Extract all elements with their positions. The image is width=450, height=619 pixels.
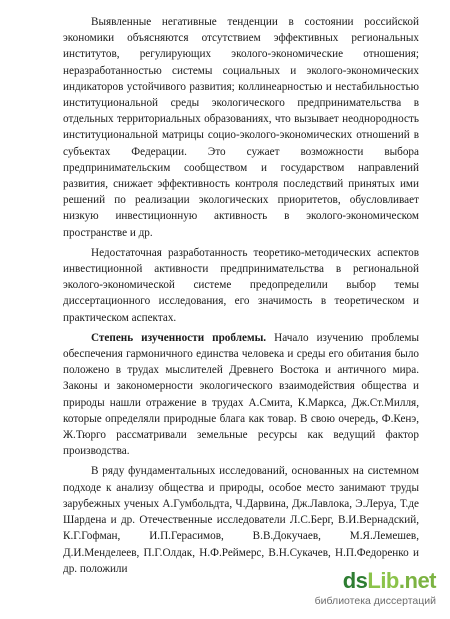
- watermark: [314, 568, 436, 613]
- paragraph-text: Начало изучению проблемы обеспечения гармоничного единства человека и среды его обитания было положено в трудах мыслителей Древнего Востока и античного мира. Законы и закономерности экологического взаимодействия общества и природы нашли отражение в трудах А.Смита, К.Маркса, Дж.Ст.Милля, которые определяли природные блага как товар. В свою очередь, Ф.Кенэ, Ж.Тюрго рассматривали земельные ресурсы как ведущий фактор производства.: [63, 331, 419, 458]
- paragraph-degree-of-study: [63, 330, 419, 460]
- dslib-logo: dsLib.net: [342, 568, 436, 593]
- paragraph-topic-choice: [63, 245, 419, 326]
- paragraph-text: Выявленные негативные тенденции в состоянии российской экономики объясняются отсутствием эффективных региональных институтов, регулирующих эколого-экономические отношения; неразработанностью системы социальных и эколого-экономических индикаторов устойчивого развития; коллинеарностью и нестабильностью институциональной среды экологического предпринимательства в отдельных территориальных образованиях, что вызывает неоднородность институциональной матрицы социо-эколого-экономических отношений в субъектах Федерации. Это сужает возможности выбора предпринимательским сообществом и государством направлений развития, снижает эффективность контроля последствий принятых ими решений по реализации экологических приоритетов, обусловливает низкую инвестиционную активность в эколого-экономическом пространстве и др.: [63, 16, 419, 239]
- paragraph-text: Недостаточная разработанность теоретико-методических аспектов инвестиционной активности предпринимательства в региональной эколого-экономической системе предопределили выбор темы диссертационного исследования, его значимость в теоретическом и практическом аспектах.: [63, 246, 419, 324]
- paragraph-negative-trends: [63, 14, 419, 241]
- paragraph-text: В ряду фундаментальных исследований, основанных на системном подходе к анализу общества и природы, особое место занимают труды зарубежных ученых А.Гумбольдта, Ч.Дарвина, Дж.Лавлока, Э.Леруа, Т.де Шардена и др. Отечественные исследователи Л.С.Берг, В.И.Вернадский, К.Г.Гофман, И.П.Герасимов, В.В.Докучаев, М.Я.Лемешев, Д.И.Менделеев, П.Г.Олдак, Н.Ф.Реймерс, В.Н.Сукачев, Н.П.Федоренко и др. положили: [63, 465, 419, 575]
- paragraph-fundamental-research: [63, 463, 419, 576]
- watermark-tagline: библиотека диссертаций: [314, 595, 436, 607]
- body-text: [63, 14, 419, 577]
- section-heading: Степень изученности проблемы.: [91, 331, 267, 344]
